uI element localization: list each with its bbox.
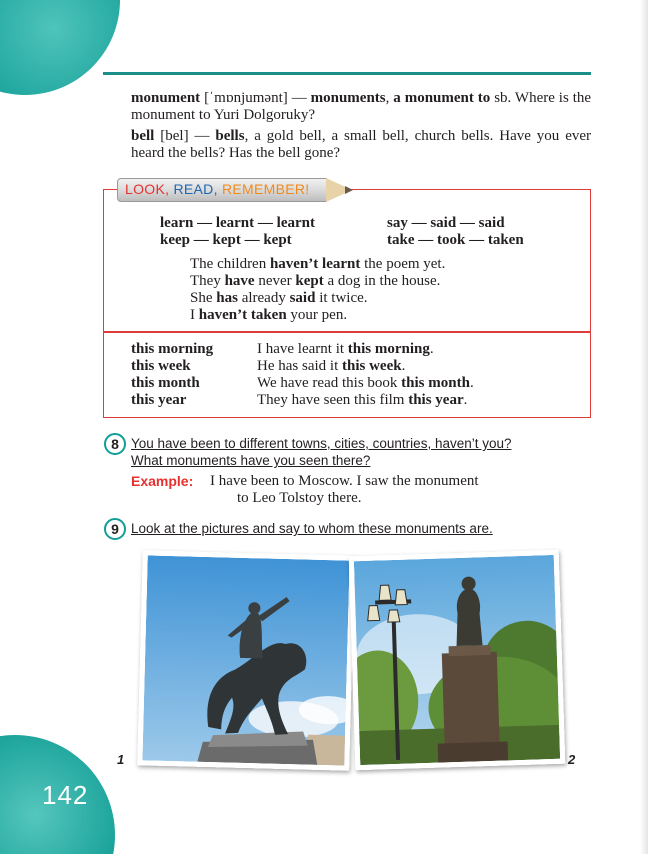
time-sentence: I have learnt it this morning. bbox=[257, 341, 434, 357]
transcription: [ˈmɒnjumənt] bbox=[204, 90, 288, 106]
monument-photo-pushkin bbox=[349, 550, 566, 770]
vocab-plural: bells bbox=[215, 128, 245, 144]
figure-number-2: 2 bbox=[568, 752, 576, 767]
vocab-entry-bell: bell [bel] — bells, a gold bell, a small bell, church bells. Have you ever heard the bells? Has the bell gone? bbox=[131, 128, 592, 161]
grammar-box-divider bbox=[103, 331, 591, 333]
vocab-word: bell bbox=[131, 128, 155, 144]
time-label: this month bbox=[131, 375, 200, 391]
look-read-remember-banner bbox=[117, 178, 355, 204]
task-number-9: 9 bbox=[104, 518, 126, 540]
transcription: [bel] bbox=[160, 128, 189, 144]
monument-photo-dolgoruky bbox=[137, 550, 355, 770]
verb-form: say — said — said bbox=[387, 215, 505, 231]
grammar-examples bbox=[190, 256, 530, 324]
page-edge-shadow bbox=[640, 0, 648, 854]
vocab-word: monument bbox=[131, 90, 201, 106]
task8-instruction-line1: You have been to different towns, cities, countries, haven’t you? bbox=[131, 436, 512, 451]
task8-instruction-line2: What monuments have you seen there? bbox=[131, 453, 371, 468]
example-label: Example: bbox=[131, 473, 194, 489]
figure-number-1: 1 bbox=[117, 752, 125, 767]
task-number-8: 8 bbox=[104, 433, 126, 455]
banner-text: LOOK, READ, REMEMBER! bbox=[125, 181, 310, 197]
corner-decoration-top bbox=[0, 0, 120, 95]
example-sentence: She has already said it twice. bbox=[190, 290, 368, 306]
vocab-example: , a gold bell, a small bell, church bells. Have you ever heard the bells? Has the bell gone? bbox=[131, 128, 592, 161]
example-text-line1: I have been to Moscow. I saw the monument bbox=[210, 473, 479, 489]
example-text-line2: to Leo Tolstoy there. bbox=[237, 490, 362, 506]
time-label: this morning bbox=[131, 341, 214, 357]
vocab-entry-monument: monument [ˈmɒnjumənt] — monuments, a monument to sb. Where is the monument to Yuri Dolgoruky? bbox=[131, 90, 592, 123]
example-sentence: I haven’t taken your pen. bbox=[190, 307, 348, 323]
page-number: 142 bbox=[42, 780, 89, 810]
vocab-plural: monuments bbox=[310, 90, 386, 106]
time-label: this year bbox=[131, 392, 187, 408]
verb-form: keep — kept — kept bbox=[160, 232, 292, 248]
vocab-phrase: a monument to bbox=[393, 90, 491, 106]
example-sentence: They have never kept a dog in the house. bbox=[190, 273, 441, 289]
header-rule bbox=[103, 72, 591, 75]
time-label: this week bbox=[131, 358, 191, 374]
task9-instruction: Look at the pictures and say to whom these monuments are. bbox=[131, 521, 493, 536]
vocab-example: sb. Where is the monument to Yuri Dolgoruky? bbox=[131, 90, 592, 123]
verb-form: learn — learnt — learnt bbox=[160, 215, 315, 231]
verb-form: take — took — taken bbox=[387, 232, 524, 248]
time-sentence: They have seen this film this year. bbox=[257, 392, 468, 408]
verb-forms-left bbox=[160, 215, 315, 249]
time-sentence: He has said it this week. bbox=[257, 358, 406, 374]
time-sentence: We have read this book this month. bbox=[257, 375, 474, 391]
example-sentence: The children haven’t learnt the poem yet. bbox=[190, 256, 446, 272]
verb-forms-right bbox=[387, 215, 524, 249]
